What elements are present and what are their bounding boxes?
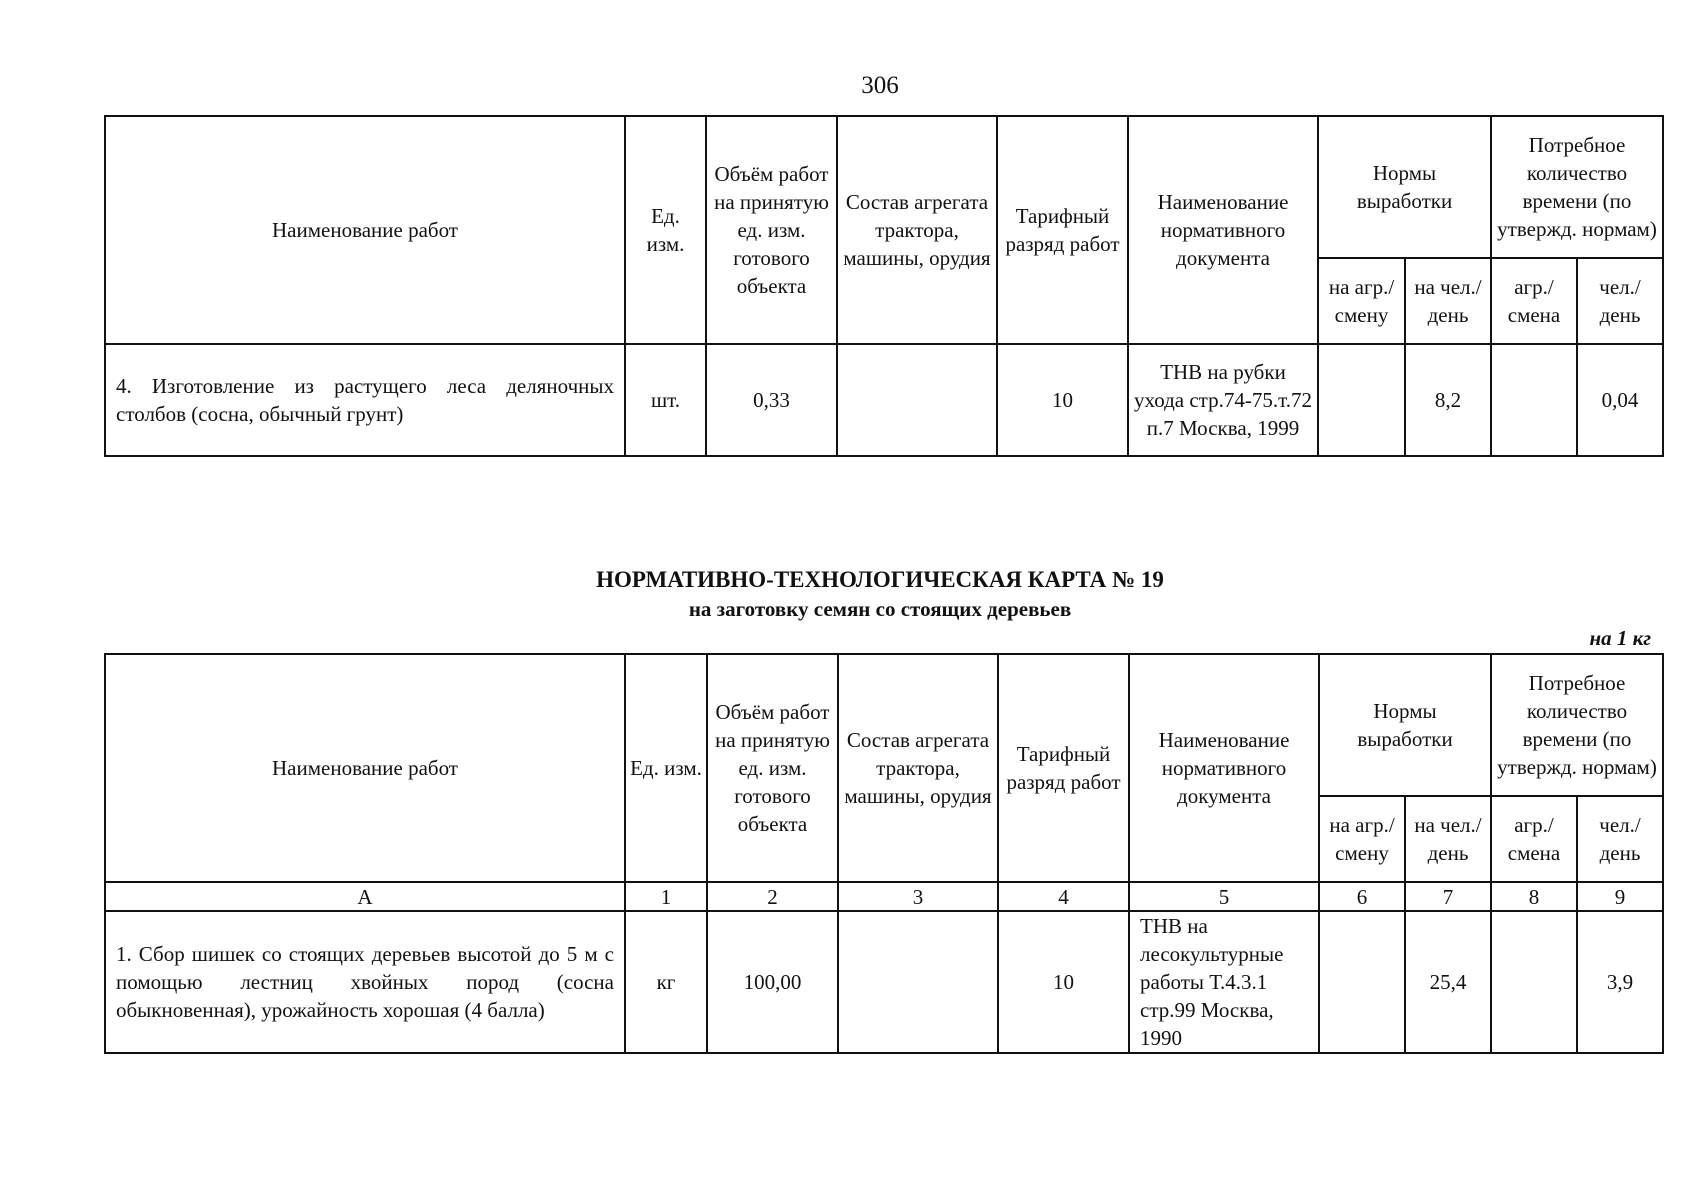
column-index: 7 bbox=[1405, 882, 1491, 911]
column-index: 3 bbox=[838, 882, 998, 911]
cell-time-agr bbox=[1491, 911, 1577, 1053]
header-norms-man: на чел./ день bbox=[1405, 796, 1491, 882]
header-norms: Нормы выработки bbox=[1319, 654, 1491, 796]
column-index: 6 bbox=[1319, 882, 1405, 911]
header-time-agr: агр./ смена bbox=[1491, 796, 1577, 882]
header-unit-composition: Состав агрегата трактора, машины, орудия bbox=[838, 654, 998, 882]
cell-time-man: 3,9 bbox=[1577, 911, 1663, 1053]
cell-composition bbox=[838, 911, 998, 1053]
header-volume: Объём работ на принятую ед. изм. готового объекта bbox=[707, 654, 838, 882]
header-doc: Наименование нормативного документа bbox=[1129, 654, 1319, 882]
cell-tariff: 10 bbox=[998, 911, 1129, 1053]
header-tariff: Тарифный разряд работ bbox=[997, 116, 1128, 344]
card-title: НОРМАТИВНО-ТЕХНОЛОГИЧЕСКАЯ КАРТА № 19 bbox=[596, 567, 1164, 592]
cell-norm-man: 8,2 bbox=[1405, 344, 1491, 456]
header-time-man: чел./ день bbox=[1577, 796, 1663, 882]
header-norms-agr: на агр./ смену bbox=[1318, 258, 1405, 344]
cell-tariff: 10 bbox=[997, 344, 1128, 456]
column-index: А bbox=[105, 882, 625, 911]
header-norms-man: на чел./ день bbox=[1405, 258, 1491, 344]
cell-norm-agr bbox=[1318, 344, 1405, 456]
header-norms-agr: на агр./ смену bbox=[1319, 796, 1405, 882]
header-time-agr: агр./ смена bbox=[1491, 258, 1577, 344]
header-time: Потребное количество времени (по утвержд. нормам) bbox=[1491, 116, 1663, 258]
cell-name: 1. Сбор шишек со стоящих деревьев высотой до 5 м с помощью лестниц хвойных пород (сосна обыкновенная), урожайность хорошая (4 балла) bbox=[105, 911, 625, 1053]
cell-name: 4. Изготовление из растущего леса деляночных столбов (сосна, обычный грунт) bbox=[105, 344, 625, 456]
header-volume: Объём работ на принятую ед. изм. готового объекта bbox=[706, 116, 837, 344]
page-number: 306 bbox=[861, 72, 899, 99]
column-index: 9 bbox=[1577, 882, 1663, 911]
column-index: 5 bbox=[1129, 882, 1319, 911]
cell-unit: кг bbox=[625, 911, 707, 1053]
cell-time-man: 0,04 bbox=[1577, 344, 1663, 456]
header-doc: Наименование нормативного документа bbox=[1128, 116, 1318, 344]
cell-volume: 0,33 bbox=[706, 344, 837, 456]
cell-composition bbox=[837, 344, 997, 456]
cell-doc: ТНВ на лесокультурные работы Т.4.3.1 стр.99 Москва, 1990 bbox=[1129, 911, 1319, 1053]
header-time-man: чел./ день bbox=[1577, 258, 1663, 344]
header-name: Наименование работ bbox=[105, 116, 625, 344]
cell-volume: 100,00 bbox=[707, 911, 838, 1053]
table-row bbox=[105, 344, 1663, 456]
cell-doc: ТНВ на рубки ухода стр.74-75.т.72 п.7 Москва, 1999 bbox=[1128, 344, 1318, 456]
norm-table-continued bbox=[104, 115, 1664, 457]
table-row bbox=[105, 911, 1663, 1053]
header-unit: Ед. изм. bbox=[625, 116, 706, 344]
cell-time-agr bbox=[1491, 344, 1577, 456]
header-name: Наименование работ bbox=[105, 654, 625, 882]
header-time: Потребное количество времени (по утвержд. нормам) bbox=[1491, 654, 1663, 796]
header-unit-composition: Состав агрегата трактора, машины, орудия bbox=[837, 116, 997, 344]
unit-note: на 1 кг bbox=[1589, 626, 1651, 650]
cell-unit: шт. bbox=[625, 344, 706, 456]
norm-table-card-19 bbox=[104, 653, 1664, 1054]
column-index: 2 bbox=[707, 882, 838, 911]
card-subtitle: на заготовку семян со стоящих деревьев bbox=[688, 597, 1072, 621]
header-norms: Нормы выработки bbox=[1318, 116, 1491, 258]
header-tariff: Тарифный разряд работ bbox=[998, 654, 1129, 882]
column-index-row bbox=[105, 882, 1663, 911]
cell-norm-agr bbox=[1319, 911, 1405, 1053]
header-unit: Ед. изм. bbox=[625, 654, 707, 882]
cell-norm-man: 25,4 bbox=[1405, 911, 1491, 1053]
column-index: 8 bbox=[1491, 882, 1577, 911]
column-index: 1 bbox=[625, 882, 707, 911]
column-index: 4 bbox=[998, 882, 1129, 911]
